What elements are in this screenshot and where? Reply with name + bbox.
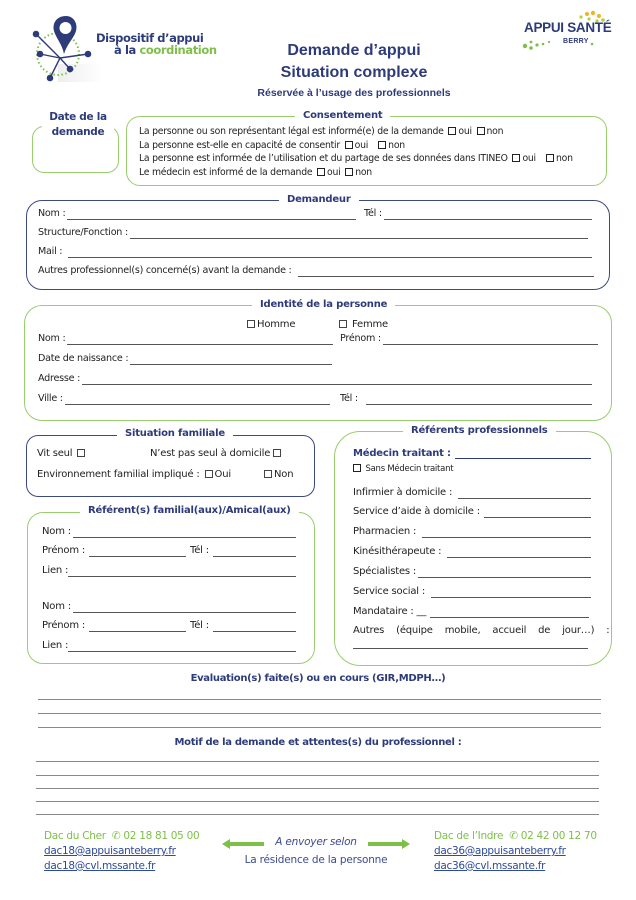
pro-field-row [353, 545, 591, 558]
referent-link-label: Lien : [42, 565, 69, 576]
femme-label: Femme [351, 319, 388, 330]
requester-structure-label: Structure/Fonction : [38, 227, 128, 238]
phone-icon: ✆ [509, 830, 518, 842]
social-service-field[interactable] [431, 589, 591, 598]
identity-firstname-row [340, 333, 598, 345]
family-involved-no-checkbox[interactable] [264, 470, 272, 478]
dac-indre-email2[interactable]: dac36@cvl.mssante.fr [434, 860, 546, 872]
date-label-line1: Date de la [49, 111, 107, 123]
requester-others-field[interactable] [298, 268, 594, 277]
others-label: Autres (équipe mobile, accueil de jour…) : [353, 625, 610, 636]
referent2-firstname-row [42, 619, 186, 632]
identity-address-field[interactable] [82, 376, 592, 385]
requester-tel-label: Tél : [364, 208, 382, 219]
evaluations-line-1[interactable] [38, 699, 601, 700]
no-doctor [353, 463, 453, 475]
doctor-label: Médecin traitant : [353, 448, 451, 459]
evaluations-line-2[interactable] [38, 713, 601, 714]
requester-mail-row [38, 246, 592, 258]
physio-field[interactable] [447, 549, 591, 558]
identity-address-label: Adresse : [38, 373, 81, 384]
femme-checkbox[interactable] [339, 320, 347, 328]
consent-no-checkbox[interactable] [477, 127, 485, 135]
requester-tel-field[interactable] [384, 211, 592, 220]
requester-name-row [38, 208, 356, 220]
date-label-line2: demande [51, 126, 105, 138]
family-referents-title: Référent(s) familial(aux)/Amical(aux) [80, 505, 299, 516]
family-involved-no [262, 468, 293, 481]
home-help-field[interactable] [484, 509, 591, 518]
identity-name-label: Nom : [38, 333, 66, 344]
specialists-field[interactable] [418, 569, 591, 578]
gender-homme [247, 318, 295, 331]
send-instruction-line2: La résidence de la personne [244, 854, 388, 866]
identity-firstname-label: Prénom : [340, 333, 381, 344]
footer-right [434, 829, 597, 873]
referent1-tel-field[interactable] [213, 548, 296, 557]
pro-field-row [353, 505, 591, 518]
consent-no-checkbox[interactable] [345, 168, 353, 176]
identity-address-row [38, 373, 592, 385]
pharmacist-field[interactable] [422, 529, 591, 538]
dac-cher-name: Dac du Cher [44, 830, 106, 842]
referent1-firstname-field[interactable] [89, 548, 186, 557]
dac-indre-name: Dac de l’Indre [434, 830, 504, 842]
referent2-tel-field[interactable] [213, 623, 296, 632]
referent1-name-row [42, 525, 296, 538]
identity-title: Identité de la personne [252, 299, 395, 310]
not-alone-label: N’est pas seul à domicile [150, 448, 271, 459]
no-label: non [486, 126, 504, 137]
no-label: non [355, 167, 372, 179]
requester-name-label: Nom : [38, 208, 66, 219]
evaluations-line-3[interactable] [38, 727, 601, 728]
requester-others-label: Autres professionnel(s) concerné(s) avant la demande : [38, 265, 292, 276]
guardian-field[interactable] [430, 609, 589, 618]
dac-cher-email1[interactable]: dac18@appuisanteberry.fr [44, 845, 176, 857]
consent-no-checkbox[interactable] [546, 154, 554, 162]
referent-name-label: Nom : [42, 601, 71, 612]
nurse-field[interactable] [458, 490, 591, 499]
no-doctor-label: Sans Médecin traitant [365, 464, 454, 474]
requester-mail-label: Mail : [38, 246, 63, 257]
dac-indre-header [434, 829, 597, 843]
family-involved-yes-checkbox[interactable] [205, 470, 213, 478]
yes-label: oui [354, 139, 369, 151]
identity-birth-row [38, 353, 332, 365]
consent-text: Le médecin est informé de la demande [139, 167, 313, 179]
referent1-link-field[interactable] [68, 568, 296, 577]
consent-item [139, 152, 573, 166]
yes-label: Oui [214, 469, 231, 480]
homme-label: Homme [257, 319, 296, 330]
yes-label: oui [458, 126, 472, 137]
requester-tel-row [364, 208, 592, 220]
consent-yes-checkbox[interactable] [345, 141, 353, 149]
identity-city-label: Ville : [38, 393, 63, 404]
no-label: non [556, 153, 573, 165]
doctor-field[interactable] [455, 450, 591, 459]
requester-name-field[interactable] [67, 211, 356, 220]
referent1-link-row [42, 564, 296, 577]
dac-indre-email1[interactable]: dac36@appuisanteberry.fr [434, 845, 566, 857]
logo-text-line1: Dispositif d’appui [96, 31, 204, 45]
identity-tel-field[interactable] [366, 396, 592, 405]
yes-label: oui [522, 153, 536, 165]
identity-tel-label: Tél : [340, 393, 358, 404]
identity-city-row [38, 393, 330, 405]
appui-sante-name: APPUI SANTÉ [524, 20, 612, 35]
identity-birth-field[interactable] [130, 356, 332, 365]
consent-list [139, 125, 573, 180]
send-instruction-line1: A envoyer selon [275, 836, 357, 848]
identity-name-row [38, 333, 333, 345]
title-line2: Situation complexe [280, 64, 428, 81]
phone-icon: ✆ [111, 830, 121, 842]
lives-alone [37, 447, 87, 460]
lives-alone-checkbox[interactable] [77, 449, 85, 457]
others-field[interactable] [353, 648, 588, 649]
referent-link-label: Lien : [42, 640, 69, 651]
dac-cher-email2[interactable]: dac18@cvl.mssante.fr [44, 860, 156, 872]
family-situation-title: Situation familiale [117, 428, 233, 439]
referent1-tel-row [190, 544, 296, 557]
requester-structure-field[interactable] [130, 230, 588, 239]
referent2-tel-row [190, 619, 296, 632]
gender-femme [339, 318, 388, 331]
pro-field-row [353, 565, 591, 578]
pro-referents-title: Référents professionnels [403, 425, 556, 436]
requester-mail-field[interactable] [68, 249, 592, 258]
consent-item [139, 166, 573, 180]
referent-name-label: Nom : [42, 526, 71, 537]
page-subtitle: Réservée à l’usage des professionnels [257, 87, 451, 99]
not-alone [150, 447, 283, 460]
yes-label: oui [327, 167, 341, 179]
consent-item [139, 139, 573, 153]
consent-yes-checkbox[interactable] [512, 154, 520, 162]
motive-line-5[interactable] [36, 814, 599, 815]
referent-tel-label: Tél : [190, 545, 209, 556]
no-label: non [388, 139, 405, 151]
title-line1: Demande d’appui [287, 42, 421, 59]
date-label [42, 110, 114, 140]
identity-city-field[interactable] [65, 396, 330, 405]
physio-label: Kinésithérapeute : [353, 546, 442, 557]
referent-firstname-label: Prénom : [42, 620, 86, 631]
consent-item [139, 125, 573, 139]
pro-field-row [353, 605, 589, 618]
evaluations-title: Evaluation(s) faite(s) ou en cours (GIR,MDPH…) [190, 673, 446, 684]
requester-title: Demandeur [279, 194, 359, 205]
footer-left [44, 829, 199, 873]
pro-field-row [353, 486, 591, 499]
requester-others-row [38, 265, 594, 277]
identity-birth-label: Date de naissance : [38, 353, 129, 364]
dac-indre-phone: 02 42 00 12 70 [520, 830, 597, 842]
family-involved-label: Environnement familial impliqué : [37, 469, 200, 480]
identity-firstname-field[interactable] [383, 336, 598, 345]
referent2-link-field[interactable] [68, 643, 296, 652]
motive-line-1[interactable] [36, 761, 599, 762]
guardian-label: Mandataire : __ [353, 606, 427, 617]
pro-field-row [353, 525, 591, 538]
not-alone-checkbox[interactable] [273, 449, 281, 457]
consent-text: La personne est informée de l’utilisation et du partage de ses données dans ITINEO [139, 153, 508, 165]
social-service-label: Service social : [353, 586, 425, 597]
homme-checkbox[interactable] [247, 320, 255, 328]
requester-structure-row [38, 227, 588, 239]
referent1-firstname-row [42, 544, 186, 557]
pharmacist-label: Pharmacien : [353, 526, 417, 537]
nurse-label: Infirmier à domicile : [353, 487, 453, 498]
pro-field-row [353, 585, 591, 598]
referent2-name-row [42, 600, 296, 613]
consent-text: La personne ou son représentant légal est informé(e) de la demande [139, 126, 444, 137]
dac-cher-header [44, 829, 199, 843]
referent2-link-row [42, 639, 296, 652]
referent-firstname-label: Prénom : [42, 545, 86, 556]
referent1-name-field[interactable] [73, 529, 296, 538]
consent-text: La personne est-elle en capacité de consentir [139, 139, 340, 151]
logo-text-prefix: à la [114, 43, 140, 57]
consent-title: Consentement [295, 110, 390, 121]
dac-cher-phone: 02 18 81 05 00 [123, 830, 200, 842]
arrow-right-icon [368, 836, 410, 854]
identity-name-field[interactable] [67, 336, 333, 345]
logo-text-accent: coordination [139, 43, 217, 57]
referent-tel-label: Tél : [190, 620, 209, 631]
no-doctor-checkbox[interactable] [353, 464, 361, 472]
motive-title: Motif de la demande et attentes(s) du professionnel : [174, 737, 462, 748]
consent-yes-checkbox[interactable] [448, 127, 456, 135]
specialists-label: Spécialistes : [353, 566, 417, 577]
referent2-name-field[interactable] [73, 604, 296, 613]
consent-no-checkbox[interactable] [378, 141, 386, 149]
family-involved [37, 468, 231, 481]
no-label: Non [274, 469, 294, 480]
family-situation-section [26, 435, 315, 497]
consent-yes-checkbox[interactable] [317, 168, 325, 176]
lives-alone-label: Vit seul [37, 448, 73, 459]
doctor-row [353, 448, 591, 459]
referent2-firstname-field[interactable] [89, 623, 186, 632]
motive-line-2[interactable] [36, 775, 599, 776]
appui-sante-sub: BERRY [563, 38, 589, 45]
identity-tel-row [340, 393, 592, 405]
motive-line-4[interactable] [36, 801, 599, 802]
home-help-label: Service d’aide à domicile : [353, 506, 480, 517]
motive-line-3[interactable] [36, 788, 599, 789]
